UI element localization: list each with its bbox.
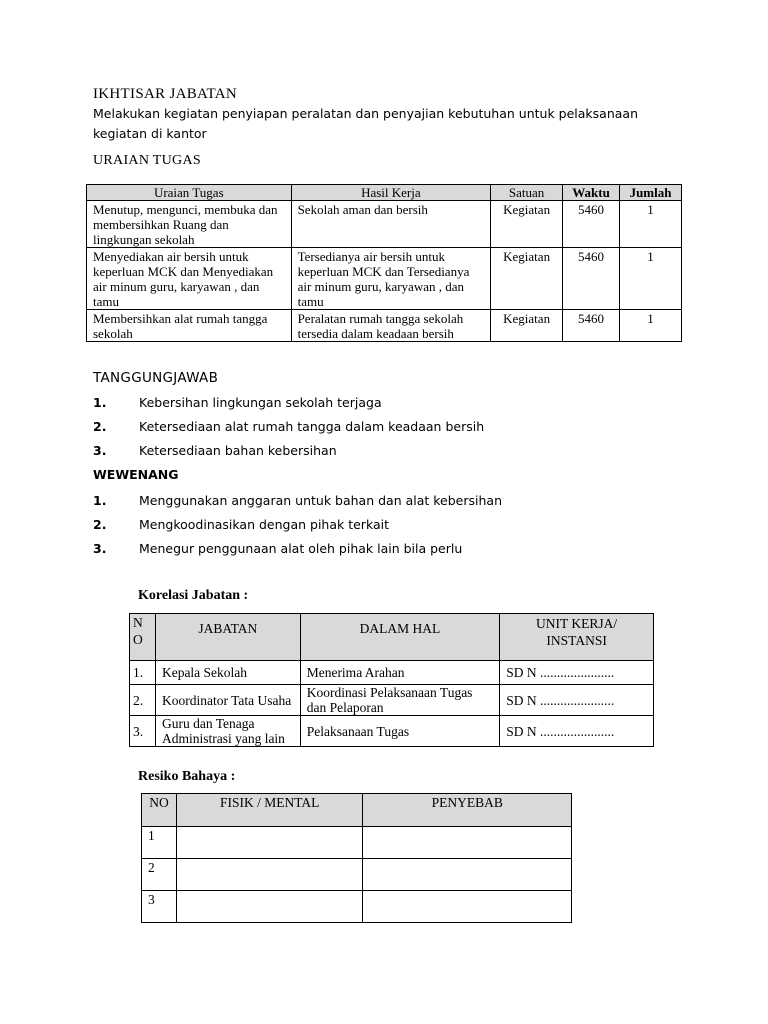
table-row — [130, 716, 654, 747]
list-item-text: Menggunakan anggaran untuk bahan dan alat kebersihan — [139, 493, 503, 508]
cell-jumlah: 1 — [620, 201, 682, 248]
table-row — [142, 859, 572, 891]
cell-no: 1 — [142, 827, 177, 859]
list-item-number: 3. — [93, 443, 107, 458]
uraian-heading: URAIAN TUGAS — [93, 153, 201, 168]
uraian-tugas-table — [86, 184, 682, 342]
table-row — [87, 248, 682, 310]
cell-no: 2 — [142, 859, 177, 891]
col-header-jumlah: Jumlah — [620, 185, 682, 201]
cell-dalam-hal: Menerima Arahan — [300, 661, 500, 685]
col-header-unit-line1: UNIT KERJA/ — [536, 616, 618, 631]
col-header-hasil: Hasil Kerja — [291, 185, 491, 201]
list-item-text: Ketersediaan alat rumah tangga dalam keadaan bersih — [139, 419, 485, 434]
cell-no: 3. — [130, 716, 156, 747]
list-item-number: 2. — [93, 419, 107, 434]
list-item-number: 1. — [93, 493, 107, 508]
table-row — [130, 685, 654, 716]
cell-penyebab — [363, 859, 572, 891]
korelasi-jabatan-table — [129, 613, 654, 747]
cell-penyebab — [363, 891, 572, 923]
table-row — [87, 310, 682, 342]
table-row — [130, 661, 654, 685]
cell-satuan: Kegiatan — [491, 248, 563, 310]
table-header-row — [142, 794, 572, 827]
col-header-no-line1: N — [133, 615, 143, 630]
cell-waktu: 5460 — [563, 310, 620, 342]
wewenang-list — [93, 493, 693, 563]
list-item-number: 2. — [93, 517, 107, 532]
cell-unit: SD N ...................... — [500, 716, 654, 747]
list-item-text: Kebersihan lingkungan sekolah terjaga — [139, 395, 382, 410]
resiko-bahaya-table — [141, 793, 572, 923]
cell-unit: SD N ...................... — [500, 685, 654, 716]
col-header-satuan: Satuan — [491, 185, 563, 201]
table-row — [87, 201, 682, 248]
col-header-unit-line2: INSTANSI — [546, 633, 607, 648]
list-item-text: Ketersediaan bahan kebersihan — [139, 443, 337, 458]
ikhtisar-text: Melakukan kegiatan penyiapan peralatan dan penyajian kebutuhan untuk pelaksanaan kegiatan di kantor — [93, 106, 639, 141]
cell-uraian: Menutup, mengunci, membuka dan membersihkan Ruang dan lingkungan sekolah — [87, 201, 292, 248]
ikhtisar-heading: IKHTISAR JABATAN — [93, 86, 238, 102]
cell-no: 3 — [142, 891, 177, 923]
cell-hasil: Sekolah aman dan bersih — [291, 201, 491, 248]
resiko-title: Resiko Bahaya : — [138, 769, 236, 784]
col-header-no-line2: O — [133, 632, 143, 647]
cell-unit: SD N ...................... — [500, 661, 654, 685]
cell-satuan: Kegiatan — [491, 310, 563, 342]
cell-uraian: Menyediakan air bersih untuk keperluan MCK dan Menyediakan air minum guru, karyawan , dan tamu — [87, 248, 292, 310]
col-header-unit-kerja — [500, 614, 654, 661]
col-header-no — [130, 614, 156, 661]
cell-no: 1. — [130, 661, 156, 685]
cell-hasil: Tersedianya air bersih untuk keperluan MCK dan Tersedianya air minum guru, karyawan , dan tamu — [291, 248, 491, 310]
cell-no: 2. — [130, 685, 156, 716]
col-header-penyebab: PENYEBAB — [363, 794, 572, 827]
cell-jabatan: Kepala Sekolah — [155, 661, 300, 685]
cell-uraian: Membersihkan alat rumah tangga sekolah — [87, 310, 292, 342]
table-header-row — [130, 614, 654, 661]
table-row — [142, 891, 572, 923]
cell-dalam-hal: Pelaksanaan Tugas — [300, 716, 500, 747]
list-item-text: Mengkoodinasikan dengan pihak terkait — [139, 517, 389, 532]
list-item-number: 1. — [93, 395, 107, 410]
cell-fisik — [176, 859, 363, 891]
cell-fisik — [176, 827, 363, 859]
col-header-jabatan: JABATAN — [155, 614, 300, 661]
cell-satuan: Kegiatan — [491, 201, 563, 248]
col-header-waktu: Waktu — [563, 185, 620, 201]
cell-dalam-hal: Koordinasi Pelaksanaan Tugas dan Pelaporan — [300, 685, 500, 716]
list-item-text: Menegur penggunaan alat oleh pihak lain bila perlu — [139, 541, 463, 556]
cell-jabatan: Guru dan Tenaga Administrasi yang lain — [155, 716, 300, 747]
list-item-number: 3. — [93, 541, 107, 556]
tanggungjawab-heading: TANGGUNGJAWAB — [93, 370, 219, 386]
cell-jumlah: 1 — [620, 248, 682, 310]
col-header-no: NO — [142, 794, 177, 827]
cell-waktu: 5460 — [563, 201, 620, 248]
cell-waktu: 5460 — [563, 248, 620, 310]
col-header-uraian: Uraian Tugas — [87, 185, 292, 201]
cell-jumlah: 1 — [620, 310, 682, 342]
table-row — [142, 827, 572, 859]
col-header-dalam-hal: DALAM HAL — [300, 614, 500, 661]
tanggungjawab-list — [93, 395, 693, 465]
cell-penyebab — [363, 827, 572, 859]
wewenang-heading: WEWENANG — [93, 467, 179, 482]
cell-fisik — [176, 891, 363, 923]
cell-hasil: Peralatan rumah tangga sekolah tersedia dalam keadaan bersih — [291, 310, 491, 342]
col-header-fisik-mental: FISIK / MENTAL — [176, 794, 363, 827]
table-header-row — [87, 185, 682, 201]
cell-jabatan: Koordinator Tata Usaha — [155, 685, 300, 716]
korelasi-title: Korelasi Jabatan : — [138, 588, 249, 603]
